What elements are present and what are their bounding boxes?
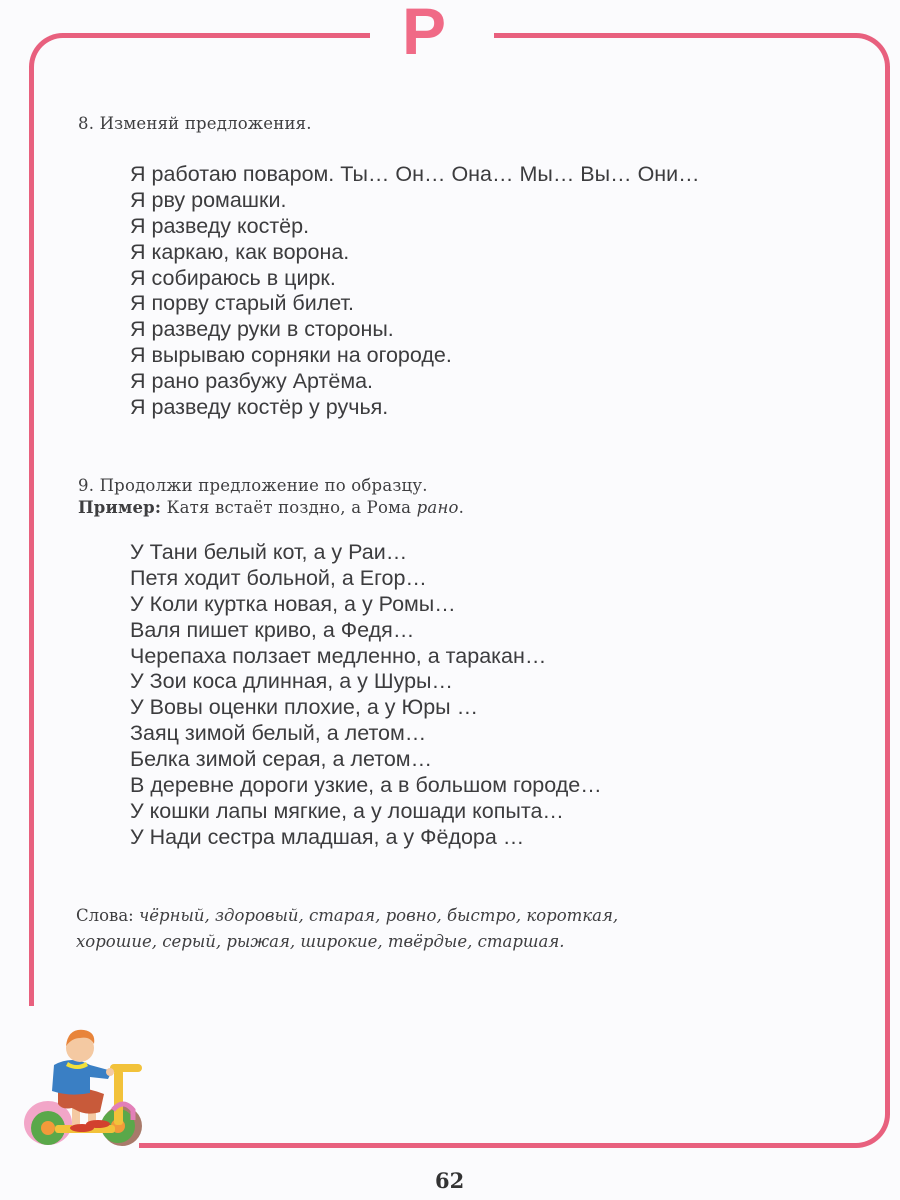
frame-corner-top-right bbox=[856, 33, 890, 67]
list-item: Я разведу костёр. bbox=[130, 213, 310, 238]
list-item: У Нади сестра младшая, а у Фёдора … bbox=[130, 824, 525, 849]
list-item: Петя ходит больной, а Егор… bbox=[130, 565, 427, 590]
list-item: Заяц зимой белый, а летом… bbox=[130, 721, 427, 746]
frame-corner-bottom-right bbox=[856, 1114, 890, 1148]
list-item: У Коли куртка новая, а у Ромы… bbox=[130, 591, 456, 616]
list-item: Я рву ромашки. bbox=[130, 187, 287, 212]
list-item: Я рано разбужу Артёма. bbox=[130, 369, 374, 394]
list-item: Я разведу руки в стороны. bbox=[130, 317, 394, 342]
list-item: У кошки лапы мягкие, а у лошади копыта… bbox=[130, 798, 564, 823]
list-item: Валя пишет криво, а Федя… bbox=[130, 617, 415, 642]
example-text: Катя встаёт поздно, а Рома bbox=[161, 498, 417, 517]
frame-bottom-line bbox=[139, 1143, 857, 1148]
list-item: Черепаха ползает медленно, а таракан… bbox=[130, 643, 547, 668]
frame-corner-top-left bbox=[29, 33, 63, 67]
exercise-9-title: 9. Продолжи предложение по образцу. bbox=[78, 476, 428, 495]
boy-on-scooter-illustration bbox=[10, 1010, 160, 1150]
example-label: Пример: bbox=[78, 498, 162, 517]
exercise-8-title: 8. Изменяй предложения. bbox=[78, 114, 312, 133]
list-item: Я собираюсь в цирк. bbox=[130, 265, 336, 290]
list-item: Я каркаю, как ворона. bbox=[130, 239, 350, 264]
example-end: . bbox=[458, 498, 465, 517]
exercise-8-list bbox=[130, 162, 700, 421]
word-bank bbox=[76, 903, 796, 955]
list-item: Я работаю поваром. Ты… Он… Она… Мы… Вы… Они… bbox=[130, 162, 700, 186]
section-letter: Р bbox=[402, 0, 447, 68]
list-item: В деревне дороги узкие, а в большом городе… bbox=[130, 773, 602, 798]
frame-left-line bbox=[29, 66, 34, 1006]
exercise-9-list bbox=[130, 540, 602, 851]
example-answer: рано bbox=[416, 498, 459, 517]
exercise-9-example bbox=[78, 498, 464, 517]
list-item: Белка зимой серая, а летом… bbox=[130, 747, 433, 772]
frame-right-line bbox=[885, 66, 890, 1115]
list-item: Я порву старый билет. bbox=[130, 291, 354, 316]
list-item: Я вырываю сорняки на огороде. bbox=[130, 343, 452, 368]
frame-top-right-line bbox=[494, 33, 857, 38]
page-number: 62 bbox=[435, 1168, 465, 1193]
list-item: У Зои коса длинная, а у Шуры… bbox=[130, 669, 454, 694]
list-item: Я разведу костёр у ручья. bbox=[130, 395, 389, 420]
word-bank-label: Слова: bbox=[76, 906, 134, 925]
word-bank-line-1: чёрный, здоровый, старая, ровно, быстро, короткая, bbox=[133, 906, 619, 925]
list-item: У Вовы оценки плохие, а у Юры … bbox=[130, 695, 479, 720]
list-item: У Тани белый кот, а у Раи… bbox=[130, 540, 408, 564]
word-bank-line-2: хорошие, серый, рыжая, широкие, твёрдые, старшая. bbox=[76, 932, 565, 951]
frame-top-left-line bbox=[62, 33, 370, 38]
